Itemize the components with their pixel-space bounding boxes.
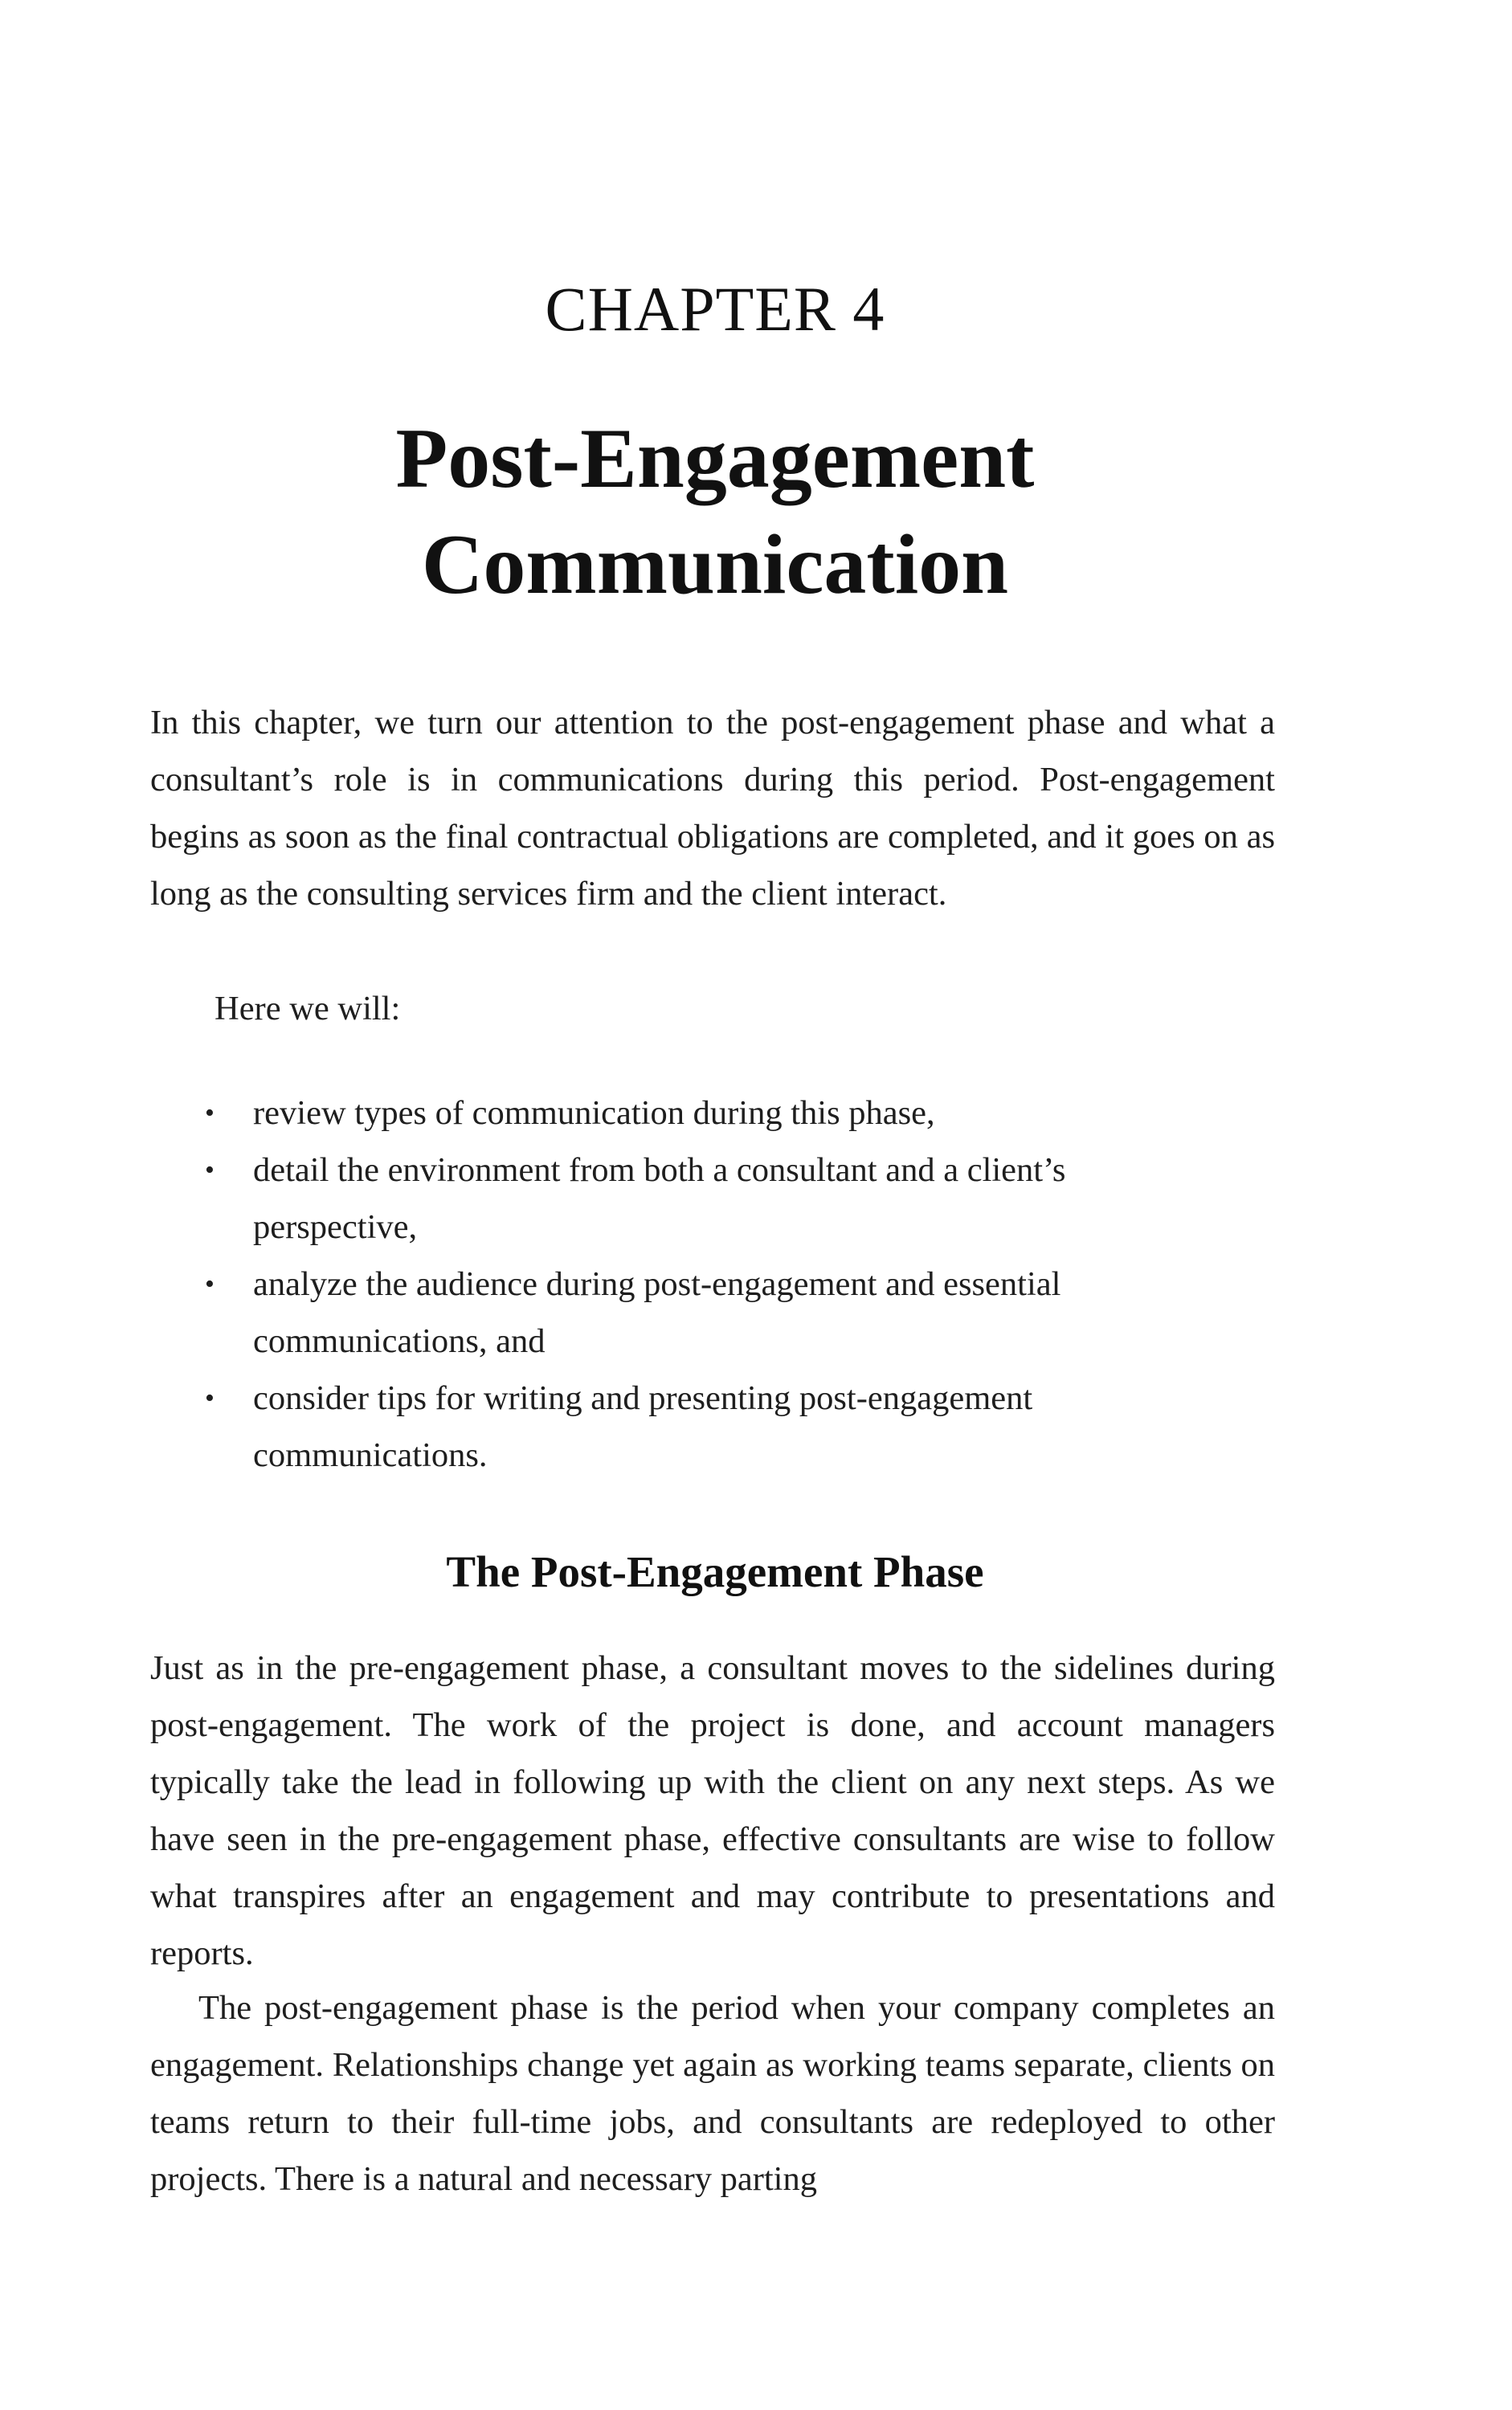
list-item-text: review types of communication during this phase, <box>253 1094 935 1132</box>
bullet-icon: • <box>205 1383 215 1413</box>
intro-paragraph: In this chapter, we turn our attention to the post-engagement phase and what a consultant’s role is in communications during this period. Post-engagement begins as soon as the final contractual obligations are completed, and it goes on as long as the consulting services firm and the client interact. <box>150 704 1275 913</box>
list-item <box>205 1142 1209 1256</box>
list-item <box>205 1370 1209 1484</box>
section-heading: The Post-Engagement Phase <box>446 1547 984 1596</box>
bullet-icon: • <box>205 1098 215 1128</box>
list-item-text: detail the environment from both a consultant and a client’s perspective, <box>253 1151 1066 1246</box>
chapter-title-line-1: Post-Engagement <box>395 411 1035 505</box>
list-item-text: consider tips for writing and presenting post-engagement communications. <box>253 1379 1033 1474</box>
list-item-text: analyze the audience during post-engagement and essential communications, and <box>253 1265 1061 1360</box>
chapter-title-line-2: Communication <box>421 517 1009 611</box>
bullet-icon: • <box>205 1155 215 1185</box>
bullet-icon: • <box>205 1269 215 1299</box>
chapter-label: CHAPTER 4 <box>545 274 885 344</box>
section-paragraph-2: The post-engagement phase is the period when your company completes an engagement. Relationships change yet again as working teams separate, clients on teams return to their full-time jobs, and consultants are redeployed to other projects. There is a natural and necessary parting <box>150 1989 1275 2198</box>
here-we-will-text: Here we will: <box>215 990 401 1027</box>
section-paragraph-1: Just as in the pre-engagement phase, a consultant moves to the sidelines during post-engagement. The work of the project is done, and account managers typically take the lead in following up with the client on any next steps. As we have seen in the pre-engagement phase, effective consultants are wise to follow what transpires after an engagement and may contribute to presentations and reports. <box>150 1649 1275 1972</box>
chapter-title <box>0 406 1430 618</box>
list-item <box>205 1256 1209 1370</box>
chapter-objectives-list <box>205 1084 1209 1484</box>
list-item <box>205 1084 1209 1142</box>
